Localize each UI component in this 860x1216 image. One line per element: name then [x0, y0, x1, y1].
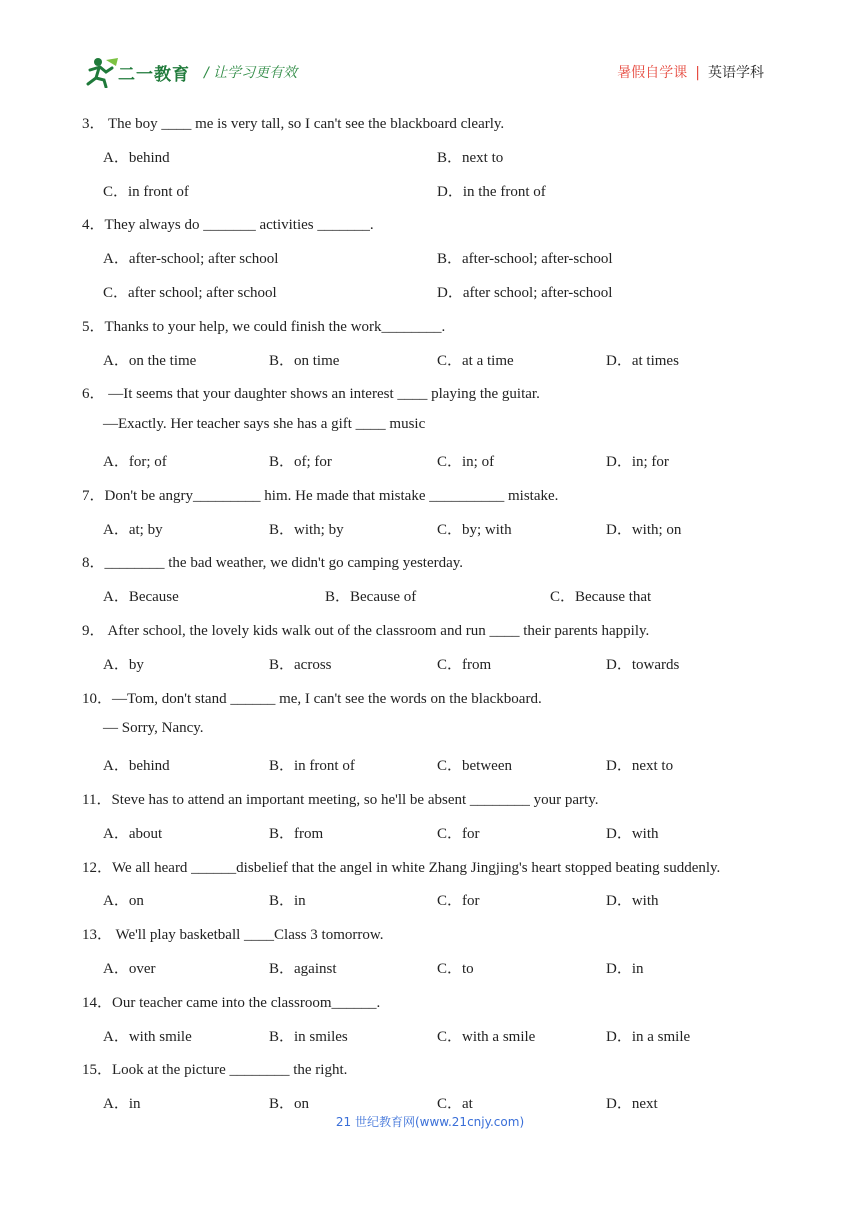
answer-option[interactable]: A．in — [103, 1096, 141, 1113]
answer-option[interactable]: B．in smiles — [269, 1028, 348, 1045]
question-stem — [82, 856, 720, 877]
answer-option[interactable]: D．next to — [606, 758, 674, 775]
question-text: Our teacher came into the classroom______. — [112, 994, 381, 1011]
answer-option[interactable]: C．for — [437, 893, 480, 910]
answer-option[interactable]: D．with; on — [606, 521, 682, 538]
question-text: Don't be angry_________ him. He made that mistake __________ mistake. — [104, 487, 559, 504]
answer-option[interactable]: D．in — [606, 961, 644, 977]
question-number: 10． — [82, 690, 113, 707]
answer-option[interactable]: B．across — [269, 656, 332, 673]
answer-option[interactable]: C．in; of — [437, 454, 495, 470]
question-number: 4． — [82, 217, 105, 234]
answer-option[interactable]: A．at; by — [103, 521, 163, 538]
answer-option[interactable]: A．by — [103, 656, 144, 673]
answer-option[interactable]: D．in; for — [606, 454, 669, 470]
question-stem — [82, 112, 504, 133]
question-reply-line: — Sorry, Nancy. — [103, 720, 204, 737]
answer-option[interactable]: A．on the time — [103, 352, 197, 369]
answer-option[interactable]: C．between — [437, 758, 512, 775]
answer-option[interactable]: B．from — [269, 825, 324, 842]
answer-option[interactable]: A．behind — [103, 758, 170, 775]
question-text: —It seems that your daughter shows an interest ____ playing the guitar. — [104, 386, 540, 403]
question-stem — [82, 382, 540, 403]
answer-option[interactable]: D．next — [606, 1096, 658, 1113]
question-stem — [82, 991, 380, 1012]
subject-title: 英语学科 — [708, 65, 764, 81]
question-text: Look at the picture ________ the right. — [112, 1062, 348, 1079]
answer-option[interactable]: C．at a time — [437, 352, 514, 369]
answer-option[interactable]: B．on time — [269, 352, 340, 369]
question-stem — [82, 619, 649, 640]
question-text: We all heard ______disbelief that the angel in white Zhang Jingjing's heart stopped beating suddenly. — [112, 859, 721, 876]
answer-option[interactable]: C．at — [437, 1096, 473, 1113]
answer-option[interactable]: C．with a smile — [437, 1028, 536, 1045]
question-stem — [82, 484, 558, 505]
question-stem — [82, 687, 542, 708]
question-text: We'll play basketball ____Class 3 tomorrow. — [112, 927, 384, 944]
answer-option[interactable]: C．after school; after school — [103, 285, 277, 301]
answer-option[interactable]: B．in front of — [269, 758, 355, 775]
answer-option[interactable]: D．in a smile — [606, 1028, 691, 1045]
question-number: 11． — [82, 792, 112, 808]
answer-option[interactable]: A．behind — [103, 149, 170, 166]
answer-option[interactable]: A．for; of — [103, 454, 167, 470]
question-stem — [82, 923, 383, 944]
question-stem — [82, 1058, 347, 1079]
answer-option[interactable]: D．with — [606, 893, 659, 910]
page-header — [0, 0, 860, 100]
answer-option[interactable]: C．to — [437, 961, 474, 977]
question-number: 3． — [82, 116, 105, 132]
answer-option[interactable]: A．after-school; after school — [103, 251, 279, 268]
course-title: 暑假自学课 — [617, 65, 688, 81]
answer-option[interactable]: D．towards — [606, 656, 680, 673]
answer-option[interactable]: B．against — [269, 961, 337, 977]
question-number: 13． — [82, 927, 113, 944]
answer-option[interactable]: B．Because of — [325, 589, 417, 606]
question-number: 14． — [82, 994, 113, 1011]
answer-option[interactable]: C．by; with — [437, 521, 512, 538]
question-text: Thanks to your help, we could finish the work________. — [104, 318, 446, 335]
answer-option[interactable]: B．on — [269, 1096, 310, 1113]
answer-option[interactable]: D．at times — [606, 352, 679, 369]
question-text: ________ the bad weather, we didn't go camping yesterday. — [104, 555, 464, 572]
answer-option[interactable]: A．with smile — [103, 1028, 192, 1045]
answer-option[interactable]: A．Because — [103, 589, 179, 606]
answer-option[interactable]: D．in the front of — [437, 183, 546, 200]
question-text: —Tom, don't stand ______ me, I can't see the words on the blackboard. — [112, 690, 542, 707]
answer-option[interactable]: B．with; by — [269, 521, 344, 538]
answer-option[interactable]: D．with — [606, 825, 659, 842]
header-separator: | — [695, 65, 700, 81]
question-reply-line: —Exactly. Her teacher says she has a gift ____ music — [103, 416, 426, 433]
answer-option[interactable]: B．next to — [437, 149, 504, 166]
question-stem — [82, 213, 374, 234]
question-number: 8． — [82, 555, 105, 572]
course-info — [617, 62, 764, 82]
answer-option[interactable]: C．for — [437, 825, 480, 842]
question-number: 9． — [82, 623, 105, 639]
answer-option[interactable]: A．over — [103, 961, 156, 977]
question-stem — [82, 551, 463, 572]
answer-option[interactable]: A．about — [103, 825, 163, 842]
question-stem — [82, 315, 445, 336]
answer-option[interactable]: B．of; for — [269, 454, 332, 470]
slogan: / 让学习更有效 — [204, 65, 298, 81]
question-text: The boy ____ me is very tall, so I can't see the blackboard clearly. — [104, 116, 505, 132]
question-text: They always do _______ activities _______. — [104, 217, 374, 234]
question-number: 5． — [82, 318, 105, 335]
answer-option[interactable]: C．from — [437, 656, 492, 673]
question-number: 6． — [82, 386, 105, 403]
logo-text: 二一教育 — [118, 65, 190, 85]
answer-option[interactable]: D．after school; after-school — [437, 285, 613, 301]
answer-option[interactable]: B．in — [269, 893, 306, 910]
answer-option[interactable]: B．after-school; after-school — [437, 251, 613, 268]
question-number: 15． — [82, 1062, 113, 1079]
answer-option[interactable]: C．Because that — [550, 589, 652, 606]
question-number: 12． — [82, 859, 113, 876]
page-footer: 21 世纪教育网(www.21cnjy.com) — [335, 1115, 525, 1129]
question-number: 7． — [82, 487, 105, 504]
question-text: After school, the lovely kids walk out of the classroom and run ____ their parents happily. — [104, 623, 650, 639]
answer-option[interactable]: C．in front of — [103, 183, 189, 200]
answer-option[interactable]: A．on — [103, 893, 144, 910]
question-text: Steve has to attend an important meeting, so he'll be absent ________ your party. — [111, 792, 599, 808]
question-stem — [82, 788, 599, 809]
